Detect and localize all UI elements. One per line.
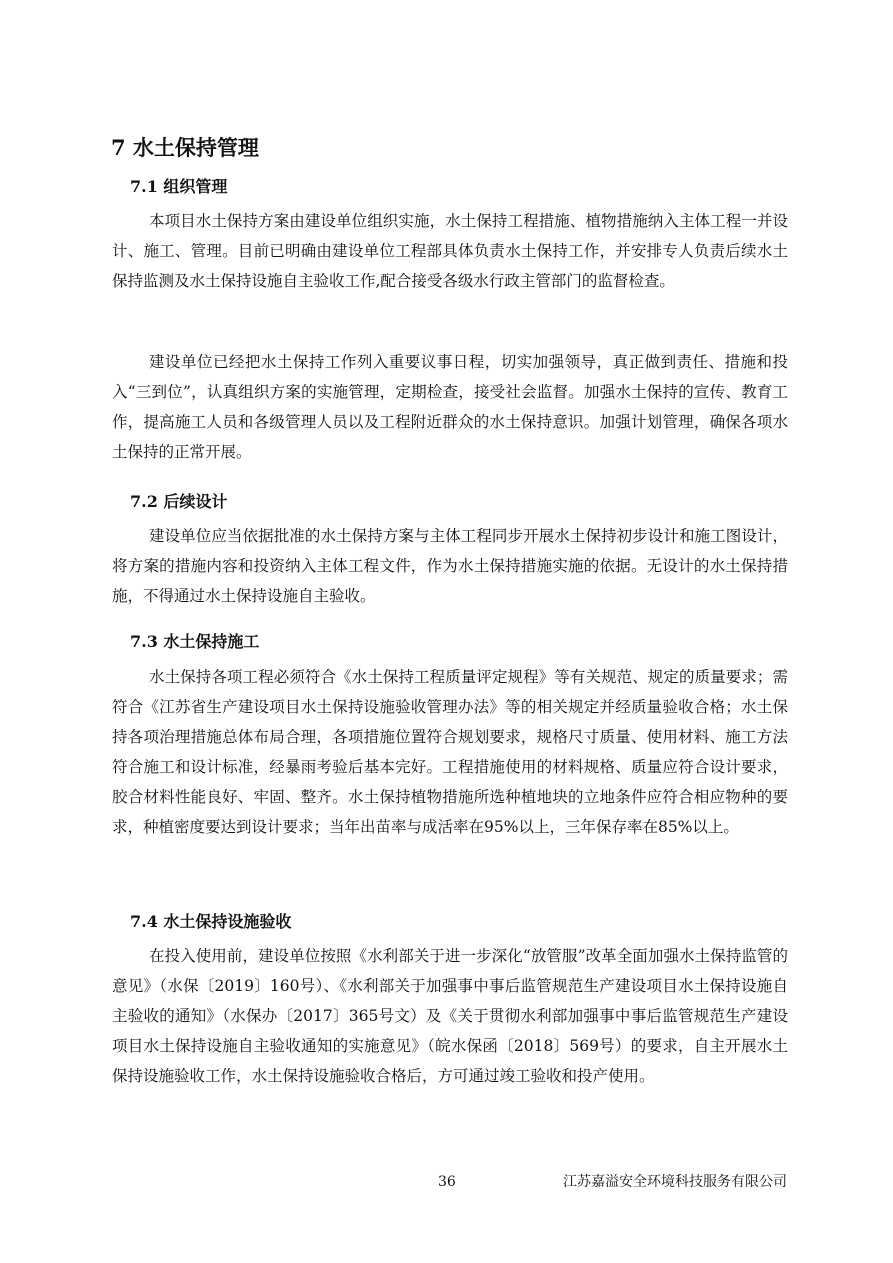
section-title-7-3: 7.3 水土保持施工 — [130, 632, 260, 651]
chapter-title: 7 水土保持管理 — [111, 135, 259, 160]
paragraph: 水土保持各项工程必须符合《水土保持工程质量评定规程》等有关规范、规定的质量要求；需符合《江苏省生产建设项目水土保持设施验收管理办法》等的相关规定并经质量验收合格；水土保持各项治理措施总体布局合理，各项措施位置符合规划要求，规格尺寸质量、使用材料、施工方法符合施工和设计标准，经暴雨考验后基本完好。工程措施使用的材料规格、质量应符合设计要求，胶合材料性能良好、牢固、整齐。水土保持植物措施所选种植地块的立地条件应符合相应物种的要求，种植密度要达到设计要求；当年出苗率与成活率在95%以上，三年保存率在85%以上。 — [112, 668, 788, 836]
page-number: 36 — [438, 1174, 456, 1190]
section-title-7-4: 7.4 水土保持设施验收 — [130, 912, 292, 931]
paragraph: 建设单位已经把水土保持工作列入重要议事日程，切实加强领导，真正做到责任、措施和投入“三到位”，认真组织方案的实施管理，定期检查，接受社会监督。加强水土保持的宣传、教育工作，提高施工人员和各级管理人员以及工程附近群众的水土保持意识。加强计划管理，确保各项水土保持的正常开展。 — [112, 353, 788, 461]
section-title-7-1: 7.1 组织管理 — [130, 177, 228, 196]
paragraph: 建设单位应当依据批准的水土保持方案与主体工程同步开展水土保持初步设计和施工图设计，将方案的措施内容和投资纳入主体工程文件，作为水土保持措施实施的依据。无设计的水土保持措施，不得通过水土保持设施自主验收。 — [112, 527, 788, 605]
section-title-7-2: 7.2 后续设计 — [130, 492, 228, 511]
paragraph: 在投入使用前，建设单位按照《水利部关于进一步深化“放管服”改革全面加强水土保持监管的意见》（水保〔2019〕160号）、《水利部关于加强事中事后监管规范生产建设项目水土保持设施自主验收的通知》（水保办〔2017〕365号文）及《关于贯彻水利部加强事中事后监管规范生产建设项目水土保持设施自主验收通知的实施意见》（皖水保函〔2018〕569号）的要求，自主开展水土保持设施验收工作，水土保持设施验收合格后，方可通过竣工验收和投产使用。 — [112, 947, 788, 1085]
company-name: 江苏嘉溢安全环境科技服务有限公司 — [563, 1174, 787, 1190]
paragraph: 本项目水土保持方案由建设单位组织实施，水土保持工程措施、植物措施纳入主体工程一并设计、施工、管理。目前已明确由建设单位工程部具体负责水土保持工作，并安排专人负责后续水土保持监测及水土保持设施自主验收工作,配合接受各级水行政主管部门的监督检查。 — [112, 212, 788, 290]
